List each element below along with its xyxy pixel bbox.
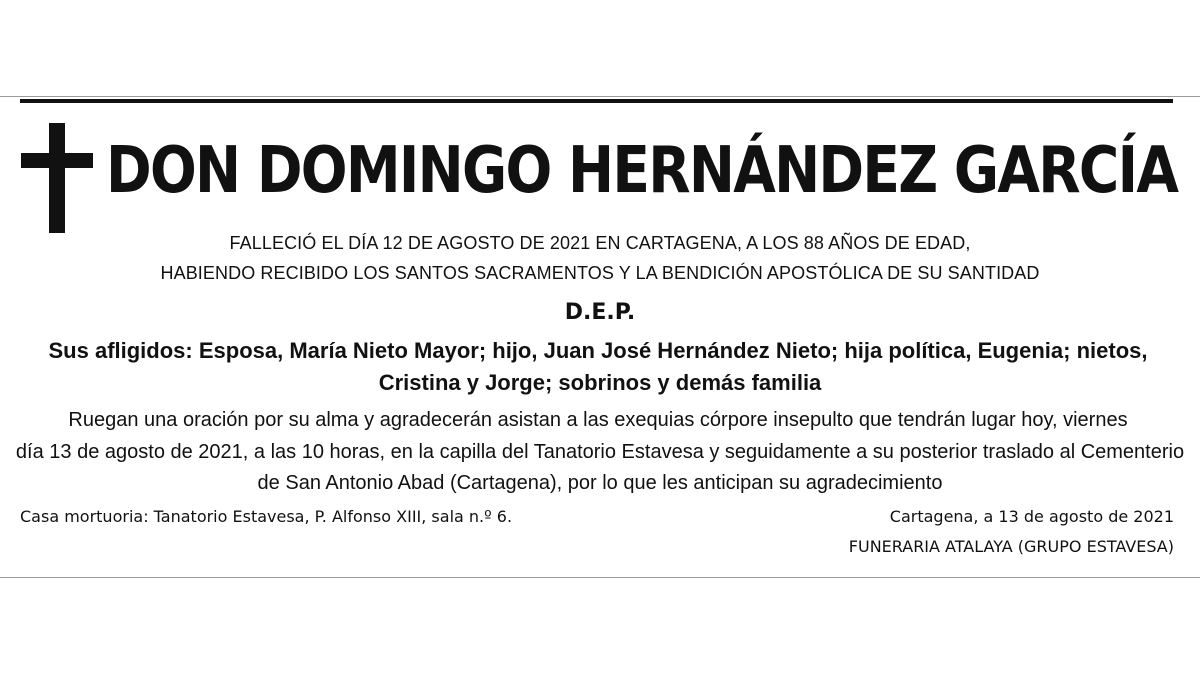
place-date: Cartagena, a 13 de agosto de 2021 bbox=[889, 507, 1174, 526]
funeral-home: FUNERARIA ATALAYA (GRUPO ESTAVESA) bbox=[848, 537, 1174, 556]
obituary-notice bbox=[0, 96, 1200, 578]
request-line-1: Ruegan una oración por su alma y agradecerán asistan a las exequias córpore insepulto que tendrán lugar hoy, viernes bbox=[68, 409, 1128, 431]
request-line-3: de San Antonio Abad (Cartagena), por lo que les anticipan su agradecimiento bbox=[257, 472, 943, 494]
deceased-name: DON DOMINGO HERNÁNDEZ GARCÍA bbox=[106, 134, 1178, 208]
cross-vertical-bar bbox=[49, 123, 65, 233]
cross-horizontal-bar bbox=[21, 153, 93, 168]
family-line-1: Sus afligidos: Esposa, María Nieto Mayor; hijo, Juan José Hernández Nieto; hija política, Eugenia; nietos, bbox=[48, 338, 1148, 363]
latin-cross-icon bbox=[21, 123, 93, 233]
top-rule bbox=[20, 99, 1173, 103]
request-line-2: día 13 de agosto de 2021, a las 10 horas, en la capilla del Tanatorio Estavesa y seguidamente a su posterior traslado al Cementerio bbox=[15, 441, 1185, 463]
death-line-2: HABIENDO RECIBIDO LOS SANTOS SACRAMENTOS Y LA BENDICIÓN APOSTÓLICA DE SU SANTIDAD bbox=[160, 263, 1040, 283]
family-line-2: Cristina y Jorge; sobrinos y demás familia bbox=[378, 370, 822, 395]
mortuary-info: Casa mortuoria: Tanatorio Estavesa, P. Alfonso XIII, sala n.º 6. bbox=[20, 507, 513, 526]
death-line-1: FALLECIÓ EL DÍA 12 DE AGOSTO DE 2021 EN CARTAGENA, A LOS 88 AÑOS DE EDAD, bbox=[229, 233, 971, 253]
dep-label: D.E.P. bbox=[564, 300, 636, 325]
